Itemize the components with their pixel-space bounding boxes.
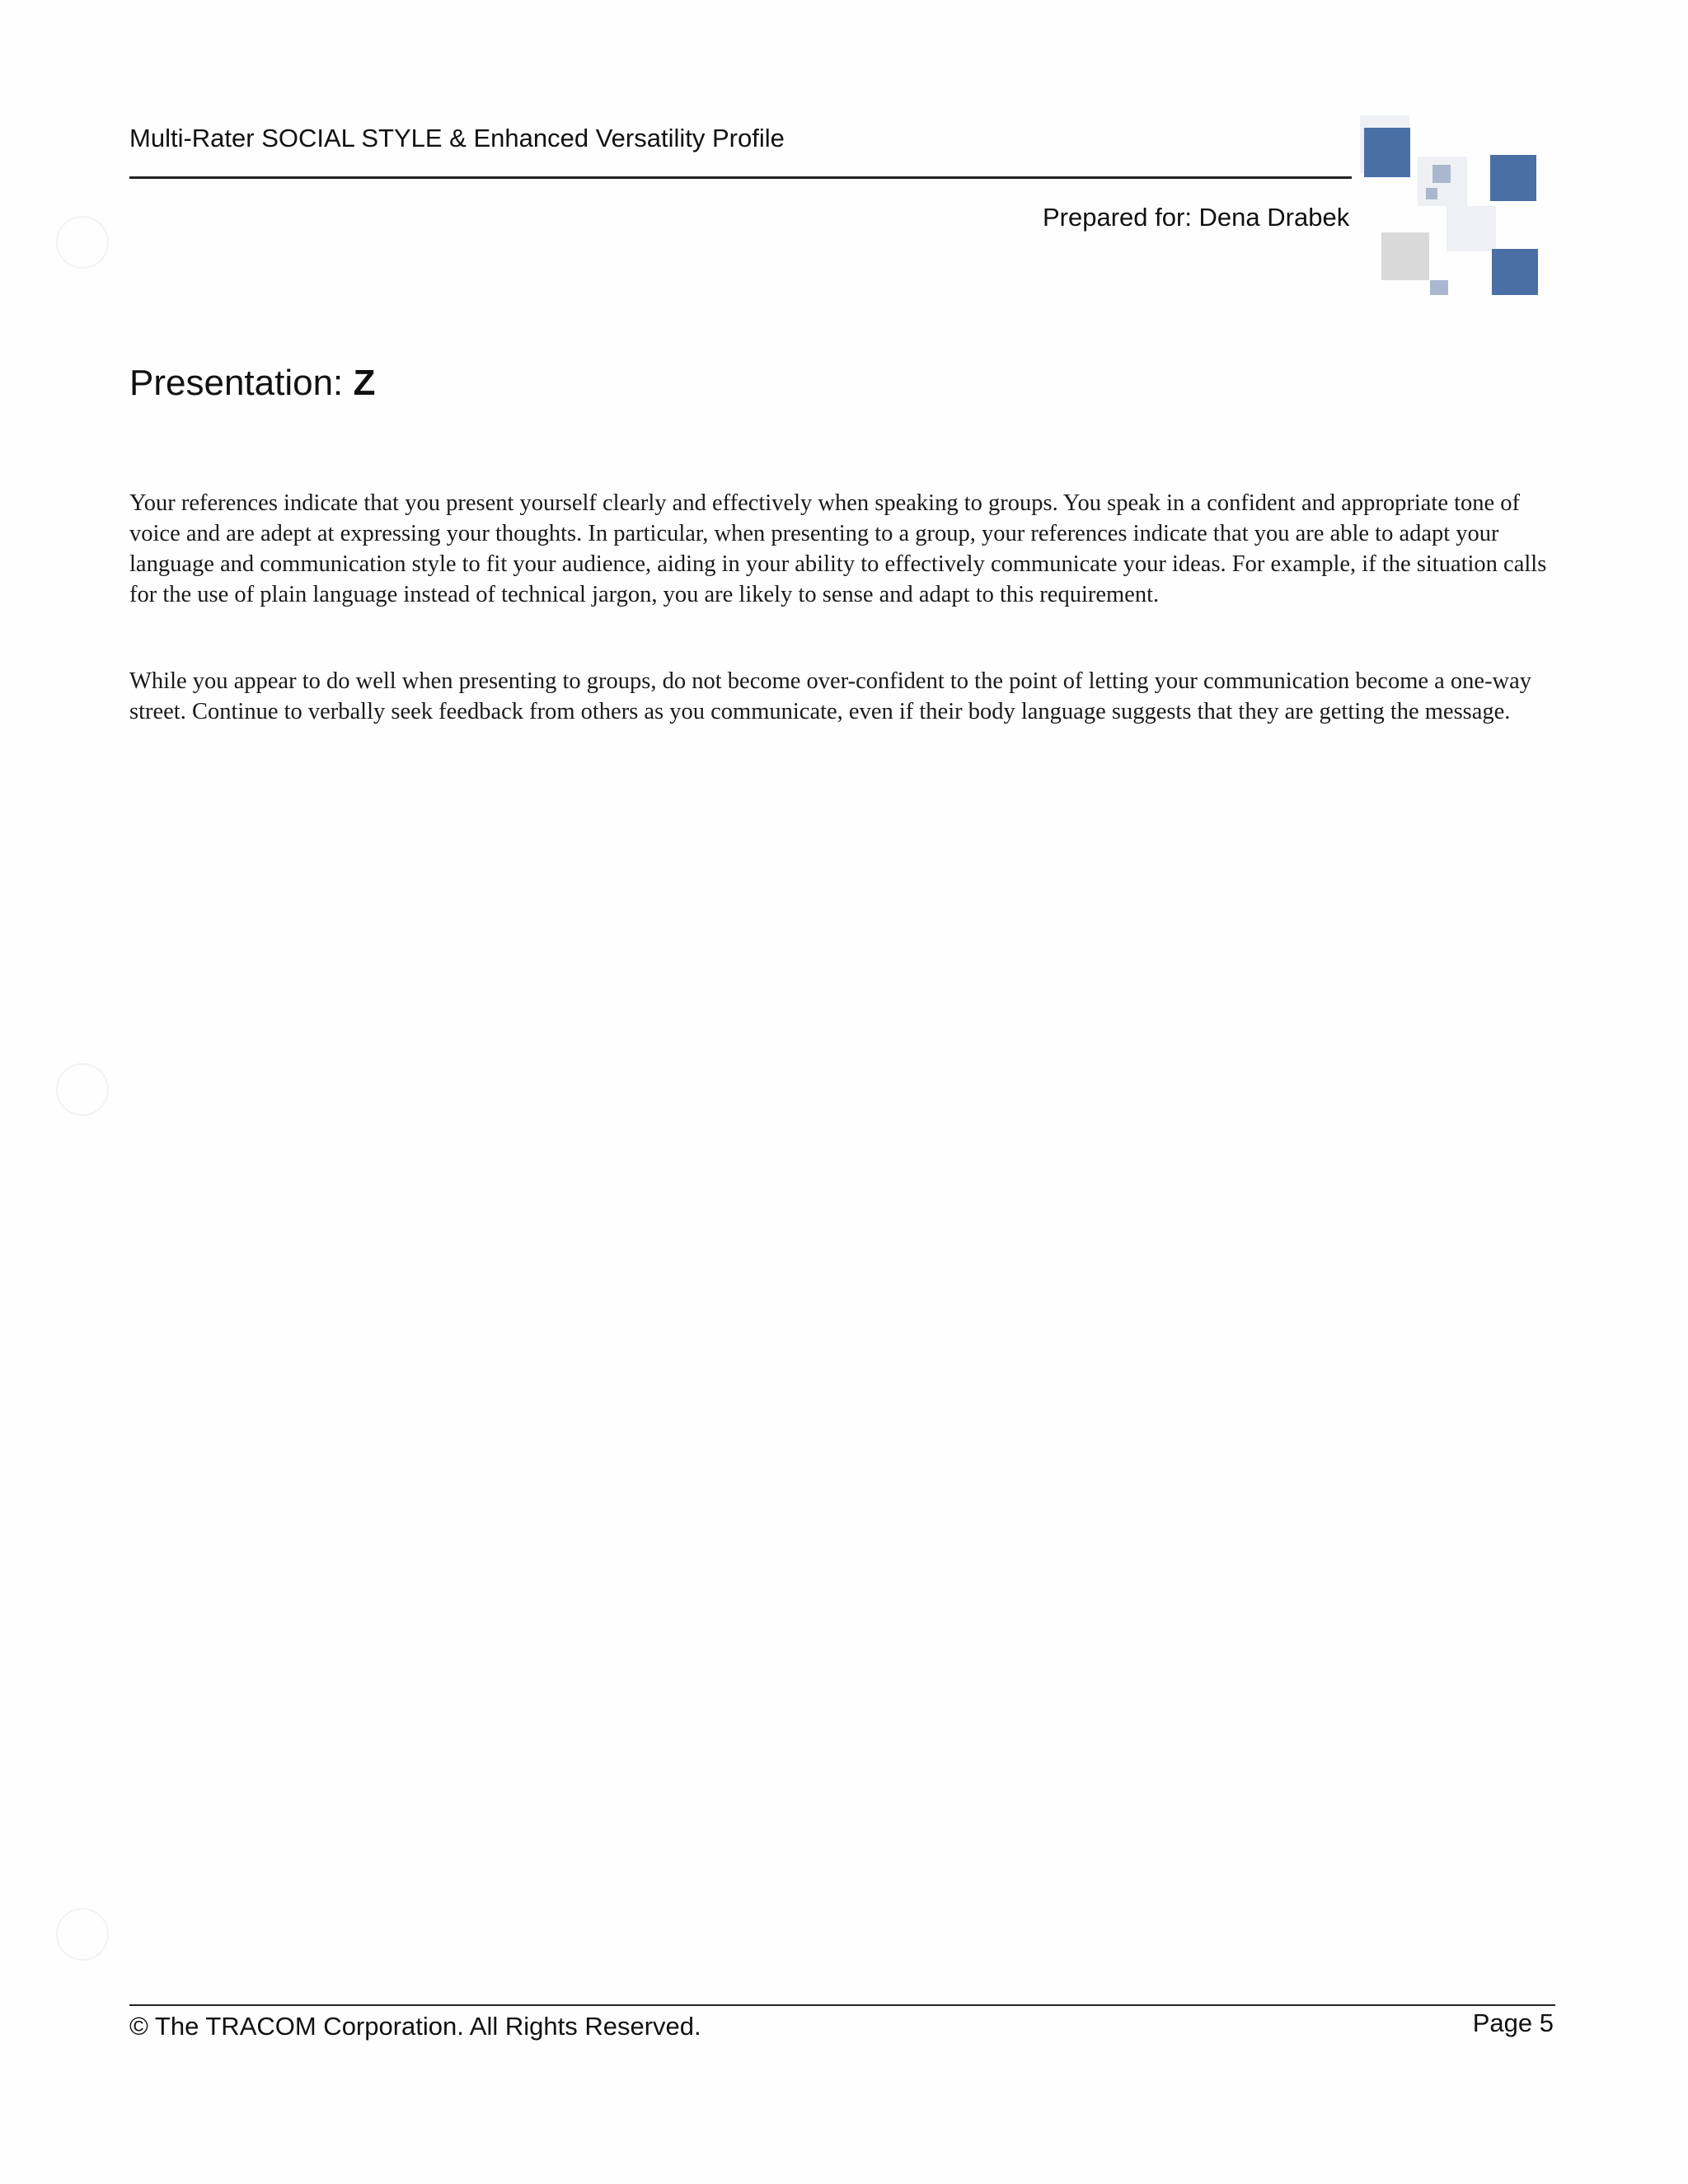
page-number: Page 5 xyxy=(1472,2008,1554,2037)
copyright-notice: © The TRACOM Corporation. All Rights Reserved. xyxy=(129,2012,701,2041)
prepared-for: Prepared for: Dena Drabek xyxy=(1043,203,1350,232)
punch-hole-mark xyxy=(56,1063,109,1116)
header-divider xyxy=(129,176,1352,179)
report-title: Multi-Rater SOCIAL STYLE & Enhanced Versatility Profile xyxy=(129,124,785,152)
section-title-label: Presentation: xyxy=(129,363,354,403)
logo-square-grey xyxy=(1381,232,1429,280)
body-paragraph-1: Your references indicate that you present yourself clearly and effectively when speaking to groups. You speak in a confident and appropriate tone of voice and are adept at expressing your thoughts. In particular, when presenting to a group, your references indicate that you are able to adapt your language and communication style to fit your audience, aiding in your ability to effectively communicate your ideas. For example, if the situation calls for the use of plain language instead of technical jargon, you are likely to sense and adapt to this requirement. xyxy=(129,490,1547,607)
section-grade: Z xyxy=(353,363,376,403)
punch-hole-mark xyxy=(56,216,109,269)
footer-divider xyxy=(129,2004,1555,2006)
logo-square-blue xyxy=(1490,155,1536,201)
logo-square-light-blue xyxy=(1432,165,1451,183)
logo-square-light-blue xyxy=(1426,188,1437,199)
punch-hole-mark xyxy=(56,1908,109,1961)
section-title xyxy=(129,363,375,404)
logo-square-light-blue xyxy=(1430,280,1448,295)
logo-square-blue xyxy=(1364,128,1410,177)
body-paragraph-2: While you appear to do well when presenting to groups, do not become over-confident to the point of letting your communication become a one-way street. Continue to verbally seek feedback from others as you communicate, even if their body language suggests that they are getting the message. xyxy=(129,668,1532,724)
logo-square-pale xyxy=(1447,206,1496,251)
logo-square-blue xyxy=(1492,249,1538,295)
